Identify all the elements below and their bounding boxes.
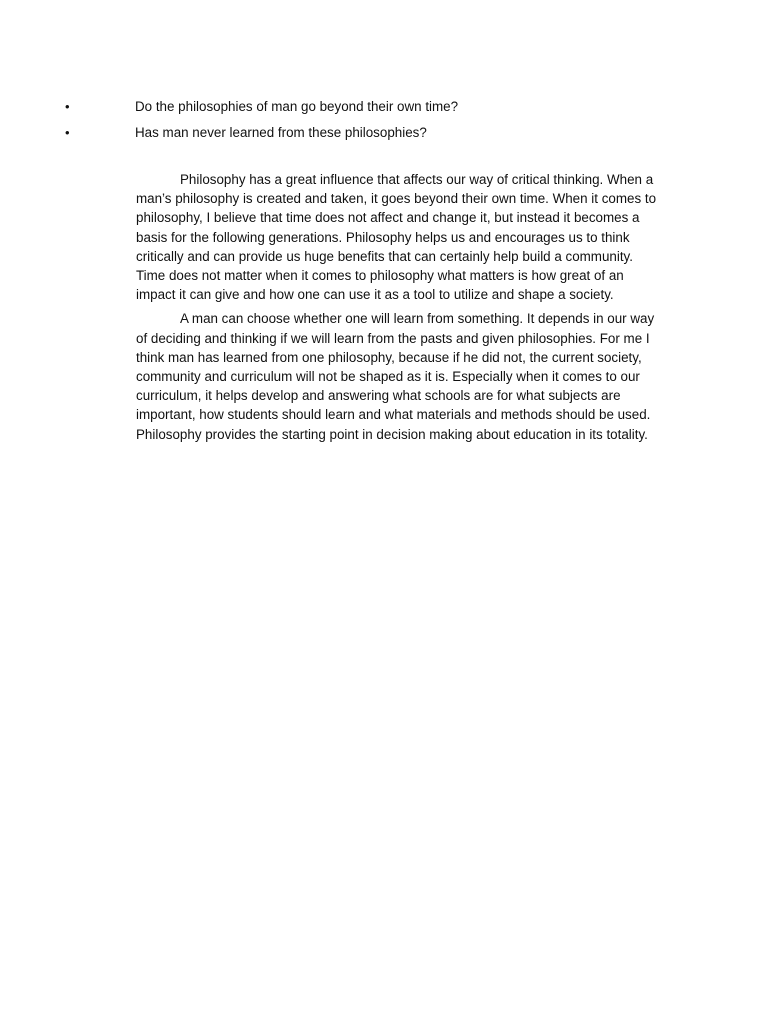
paragraph-line: think man has learned from one philosophy, because if he did not, the current society, xyxy=(136,349,642,365)
paragraph-line: community and curriculum will not be shaped as it is. Especially when it comes to our xyxy=(136,369,640,385)
paragraph-line: philosophy, I believe that time does not affect and change it, but instead it becomes a xyxy=(136,210,640,226)
paragraph-2 xyxy=(136,309,677,443)
paragraph-line: Philosophy has a great influence that affects our way of critical thinking. When a xyxy=(180,172,654,187)
paragraph-line: Philosophy provides the starting point in decision making about education in its totality. xyxy=(136,426,648,442)
bullet-icon: • xyxy=(65,125,70,140)
paragraph-line: impact it can give and how one can use it as a tool to utilize and shape a society. xyxy=(136,287,614,303)
paragraph-line: curriculum, it helps develop and answering what schools are for what subjects are xyxy=(136,388,621,404)
paragraph-line: critically and can provide us huge benefits that can certainly help build a community. xyxy=(136,248,633,264)
paragraph-line: basis for the following generations. Philosophy helps us and encourages us to think xyxy=(136,229,630,245)
bullet-icon: • xyxy=(65,99,70,114)
list-item-text: Has man never learned from these philosophies? xyxy=(135,125,427,140)
paragraph-line: man’s philosophy is created and taken, it goes beyond their own time. When it comes to xyxy=(136,191,657,207)
paragraph-1 xyxy=(136,170,677,304)
paragraph-line: A man can choose whether one will learn from something. It depends in our way xyxy=(180,311,655,327)
paragraph-line: of deciding and thinking if we will learn from the pasts and given philosophies. For me I xyxy=(136,330,650,346)
paragraph-line: Time does not matter when it comes to philosophy what matters is how great of an xyxy=(136,268,624,284)
list-item-text: Do the philosophies of man go beyond their own time? xyxy=(135,99,459,114)
essay-body xyxy=(136,170,677,449)
paragraph-line: important, how students should learn and what materials and methods should be used. xyxy=(136,407,651,423)
